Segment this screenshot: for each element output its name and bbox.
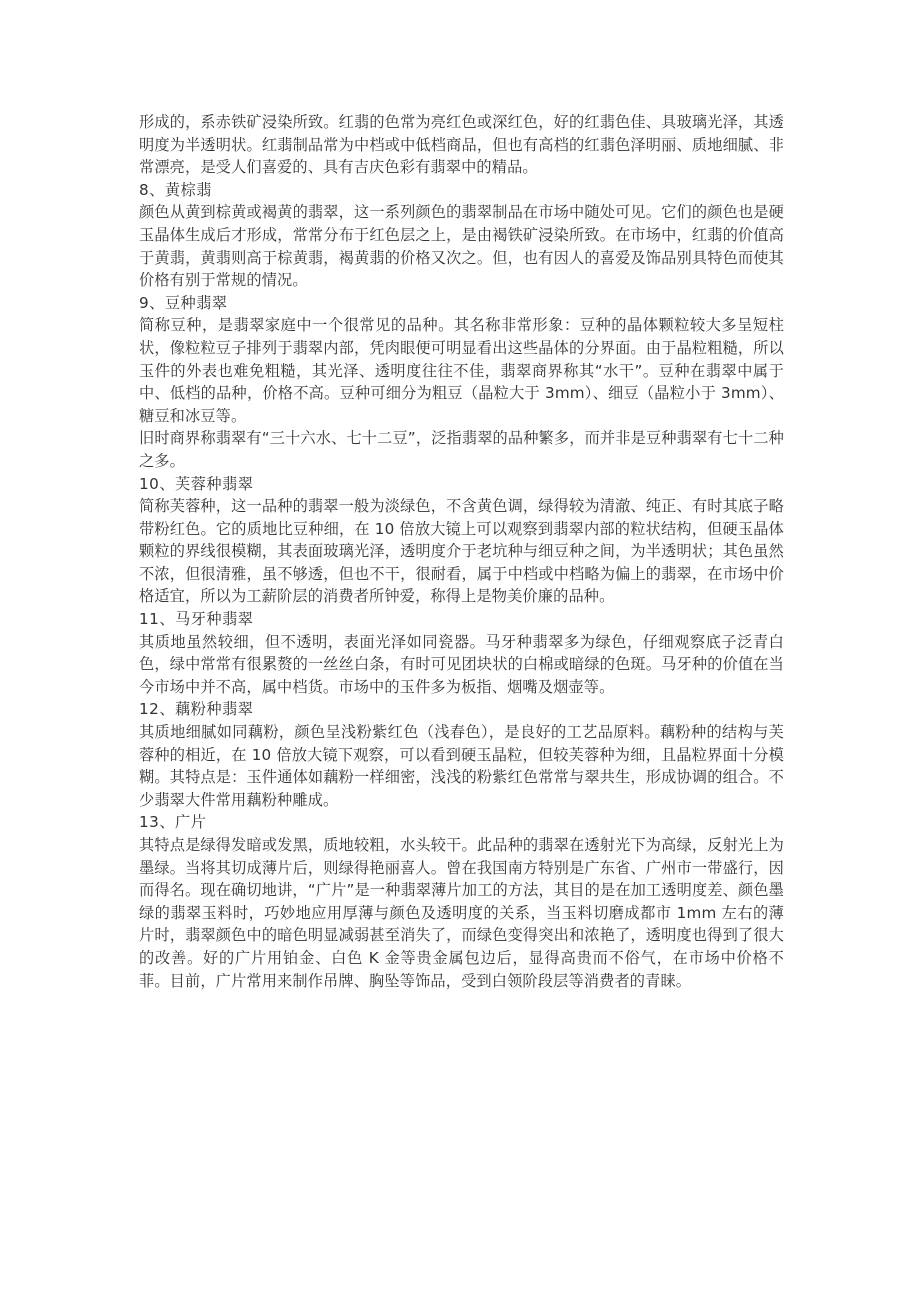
paragraph-section-13: 其特点是绿得发暗或发黑，质地较粗，水头较干。此品种的翡翠在透射光下为高绿，反射光上为墨绿。当将其切成薄片后，则绿得艳丽喜人。曾在我国南方特别是广东省、广州市一带盛行，因而得名。现在确切地讲，“广片”是一种翡翠薄片加工的方法，其目的是在加工透明度差、颜色墨绿的翡翠玉料时，巧妙地应用厚薄与颜色及透明度的关系，当玉料切磨成都市 1mm 左右的薄片时，翡翠颜色中的暗色明显减弱甚至消失了，而绿色变得突出和浓艳了，透明度也得到了很大的改善。好的广片用铂金、白色 K 金等贵金属包边后，显得高贵而不俗气，在市场中价格不菲。目前，广片常用来制作吊牌、胸坠等饰品，受到白领阶段层等消费者的青睐。 — [139, 836, 784, 990]
paragraph-section-8: 颜色从黄到棕黄或褐黄的翡翠，这一系列颜色的翡翠制品在市场中随处可见。它们的颜色也是硬玉晶体生成后才形成，常常分布于红色层之上，是由褐铁矿浸染所致。在市场中，红翡的价值高于黄翡，黄翡则高于棕黄翡，褐黄翡的价格又次之。但，也有因人的喜爱及饰品别具特色而使其价格有别于常规的情况。 — [139, 203, 784, 290]
heading-section-10: 10、芙蓉种翡翠 — [139, 474, 254, 493]
paragraph-section-12: 其质地细腻如同藕粉，颜色呈浅粉紫红色（浅春色），是良好的工艺品原料。藕粉种的结构与芙蓉种的相近，在 10 倍放大镜下观察，可以看到硬玉晶粒，但较芙蓉种为细，且晶粒界面十分模糊。其特点是：玉件通体如藕粉一样细密，浅浅的粉紫红色常常与翠共生，形成协调的组合。不少翡翠大件常用藕粉种雕成。 — [139, 723, 784, 809]
paragraph-section-9: 简称豆种，是翡翠家庭中一个很常见的品种。其名称非常形象：豆种的晶体颗粒较大多呈短柱状，像粒粒豆子排列于翡翠内部，凭肉眼便可明显看出这些晶体的分界面。由于晶粒粗糙，所以玉件的外表也难免粗糙，其光泽、透明度往往不佳，翡翠商界称其“水干”。豆种在翡翠中属于中、低档的品种，价格不高。豆种可细分为粗豆（晶粒大于 3mm）、细豆（晶粒小于 3mm）、糖豆和冰豆等。 — [139, 316, 784, 425]
heading-section-12: 12、藕粉种翡翠 — [139, 700, 254, 719]
paragraph-section-9-note: 旧时商界称翡翠有“三十六水、七十二豆”，泛指翡翠的品种繁多，而并非是豆种翡翠有七十二种之多。 — [139, 429, 784, 470]
paragraph-red-jadeite-continued: 形成的，系赤铁矿浸染所致。红翡的色常为亮红色或深红色，好的红翡色佳、具玻璃光泽，其透明度为半透明状。红翡制品常为中档或中低档商品，但也有高档的红翡色泽明丽、质地细腻、非常漂亮，是受人们喜爱的、具有吉庆色彩有翡翠中的精品。 — [139, 113, 784, 177]
heading-section-9: 9、豆种翡翠 — [139, 293, 228, 312]
paragraph-section-11: 其质地虽然较细，但不透明，表面光泽如同瓷器。马牙种翡翠多为绿色，仔细观察底子泛青白色，绿中常常有很累赘的一丝丝白条，有时可见团块状的白棉或暗绿的色斑。马牙种的价值在当今市场中并不高，属中档货。市场中的玉件多为板指、烟嘴及烟壶等。 — [139, 632, 784, 696]
document-body — [139, 111, 784, 992]
heading-section-8: 8、黄棕翡 — [139, 180, 212, 199]
heading-section-13: 13、广片 — [139, 813, 207, 832]
heading-section-11: 11、马牙种翡翠 — [139, 610, 254, 629]
paragraph-section-10: 简称芙蓉种，这一品种的翡翠一般为淡绿色，不含黄色调，绿得较为清澈、纯正、有时其底子略带粉红色。它的质地比豆种细，在 10 倍放大镜上可以观察到翡翠内部的粒状结构，但硬玉晶体颗粒的界线很模糊，其表面玻璃光泽，透明度介于老坑种与细豆种之间，为半透明状；其色虽然不浓，但很清雅，虽不够透，但也不干，很耐看，属于中档或中档略为偏上的翡翠，在市场中价格适宜，所以为工薪阶层的消费者所钟爱，称得上是物美价廉的品种。 — [139, 497, 784, 606]
